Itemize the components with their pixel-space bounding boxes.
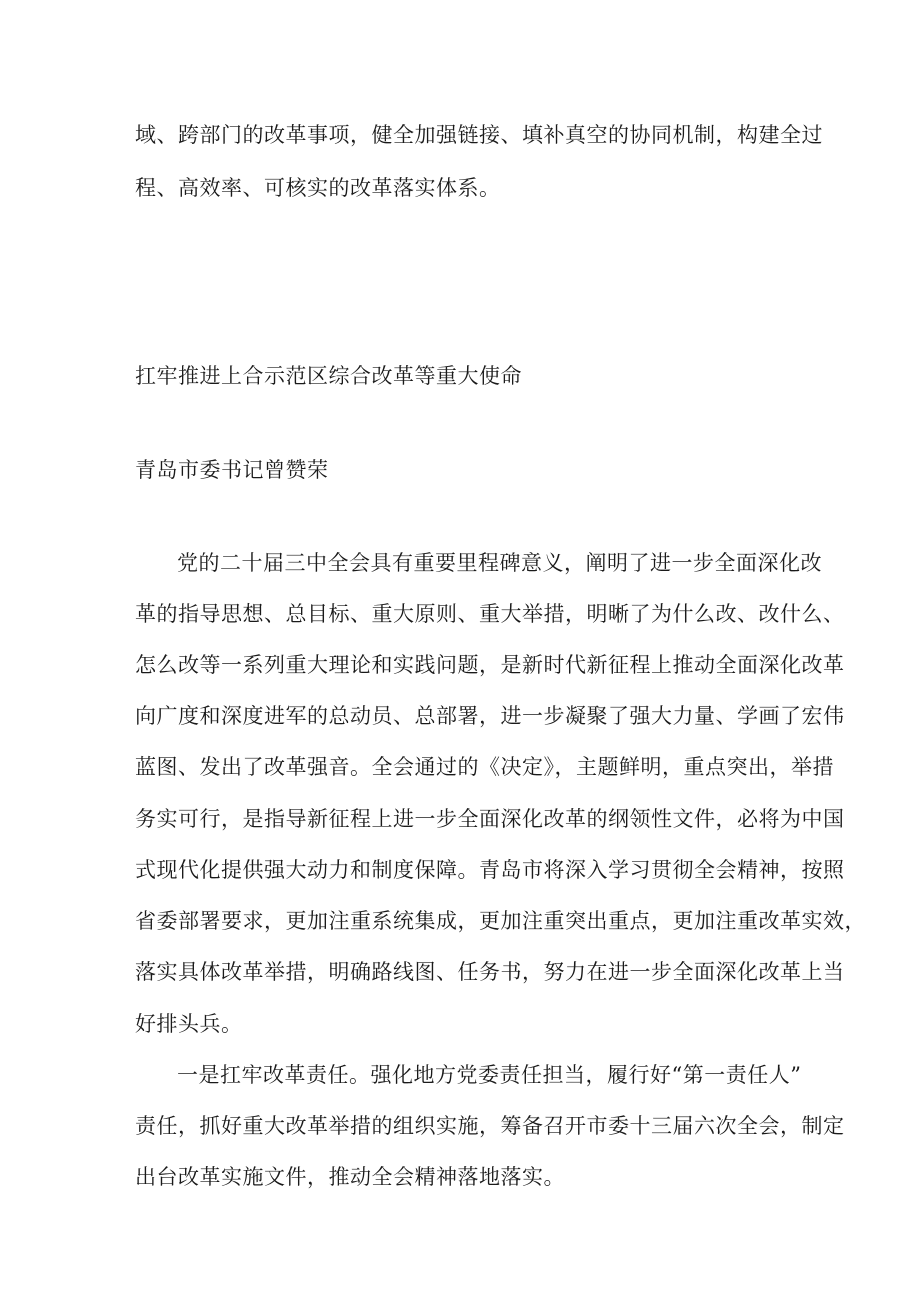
paragraph1-line-8: 省委部署要求，更加注重系统集成，更加注重突出重点，更加注重改革实效， [135, 909, 866, 933]
paragraph2-line-3: 出台改革实施文件，推动全会精神落地落实。 [135, 1165, 565, 1189]
paragraph1-line-9: 落实具体改革举措，明确路线图、任务书，努力在进一步全面深化改革上当 [135, 960, 845, 984]
article-author: 青岛市委书记曾赞荣 [135, 458, 329, 482]
paragraph1-line-7: 式现代化提供强大动力和制度保障。青岛市将深入学习贯彻全会精神，按照 [135, 858, 845, 882]
paragraph1-line-5: 蓝图、发出了改革强音。全会通过的《决定》，主题鲜明，重点突出，举措 [135, 755, 834, 779]
paragraph1-line-4: 向广度和深度进军的总动员、总部署，进一步凝聚了强大力量、学画了宏伟 [135, 704, 845, 728]
paragraph1-line-10: 好排头兵。 [135, 1012, 243, 1036]
paragraph1-line-1: 党的二十届三中全会具有重要里程碑意义，阐明了进一步全面深化改 [177, 551, 822, 575]
paragraph1-line-6: 务实可行，是指导新征程上进一步全面深化改革的纲领性文件，必将为中国 [135, 807, 845, 831]
paragraph2-line-2: 责任，抓好重大改革举措的组织实施，筹备召开市委十三届六次全会，制定 [135, 1114, 845, 1138]
paragraph1-line-2: 革的指导思想、总目标、重大原则、重大举措，明晰了为什么改、改什么、 [135, 602, 845, 626]
paragraph1-line-3: 怎么改等一系列重大理论和实践问题，是新时代新征程上推动全面深化改革 [135, 653, 845, 677]
continuation-line-1: 域、跨部门的改革事项，健全加强链接、填补真空的协同机制，构建全过 [135, 123, 823, 147]
paragraph2-line-1: 一是扛牢改革责任。强化地方党委责任担当，履行好“第一责任人” [177, 1063, 802, 1087]
continuation-line-2: 程、高效率、可核实的改革落实体系。 [135, 176, 501, 200]
article-title: 扛牢推进上合示范区综合改革等重大使命 [135, 364, 522, 388]
